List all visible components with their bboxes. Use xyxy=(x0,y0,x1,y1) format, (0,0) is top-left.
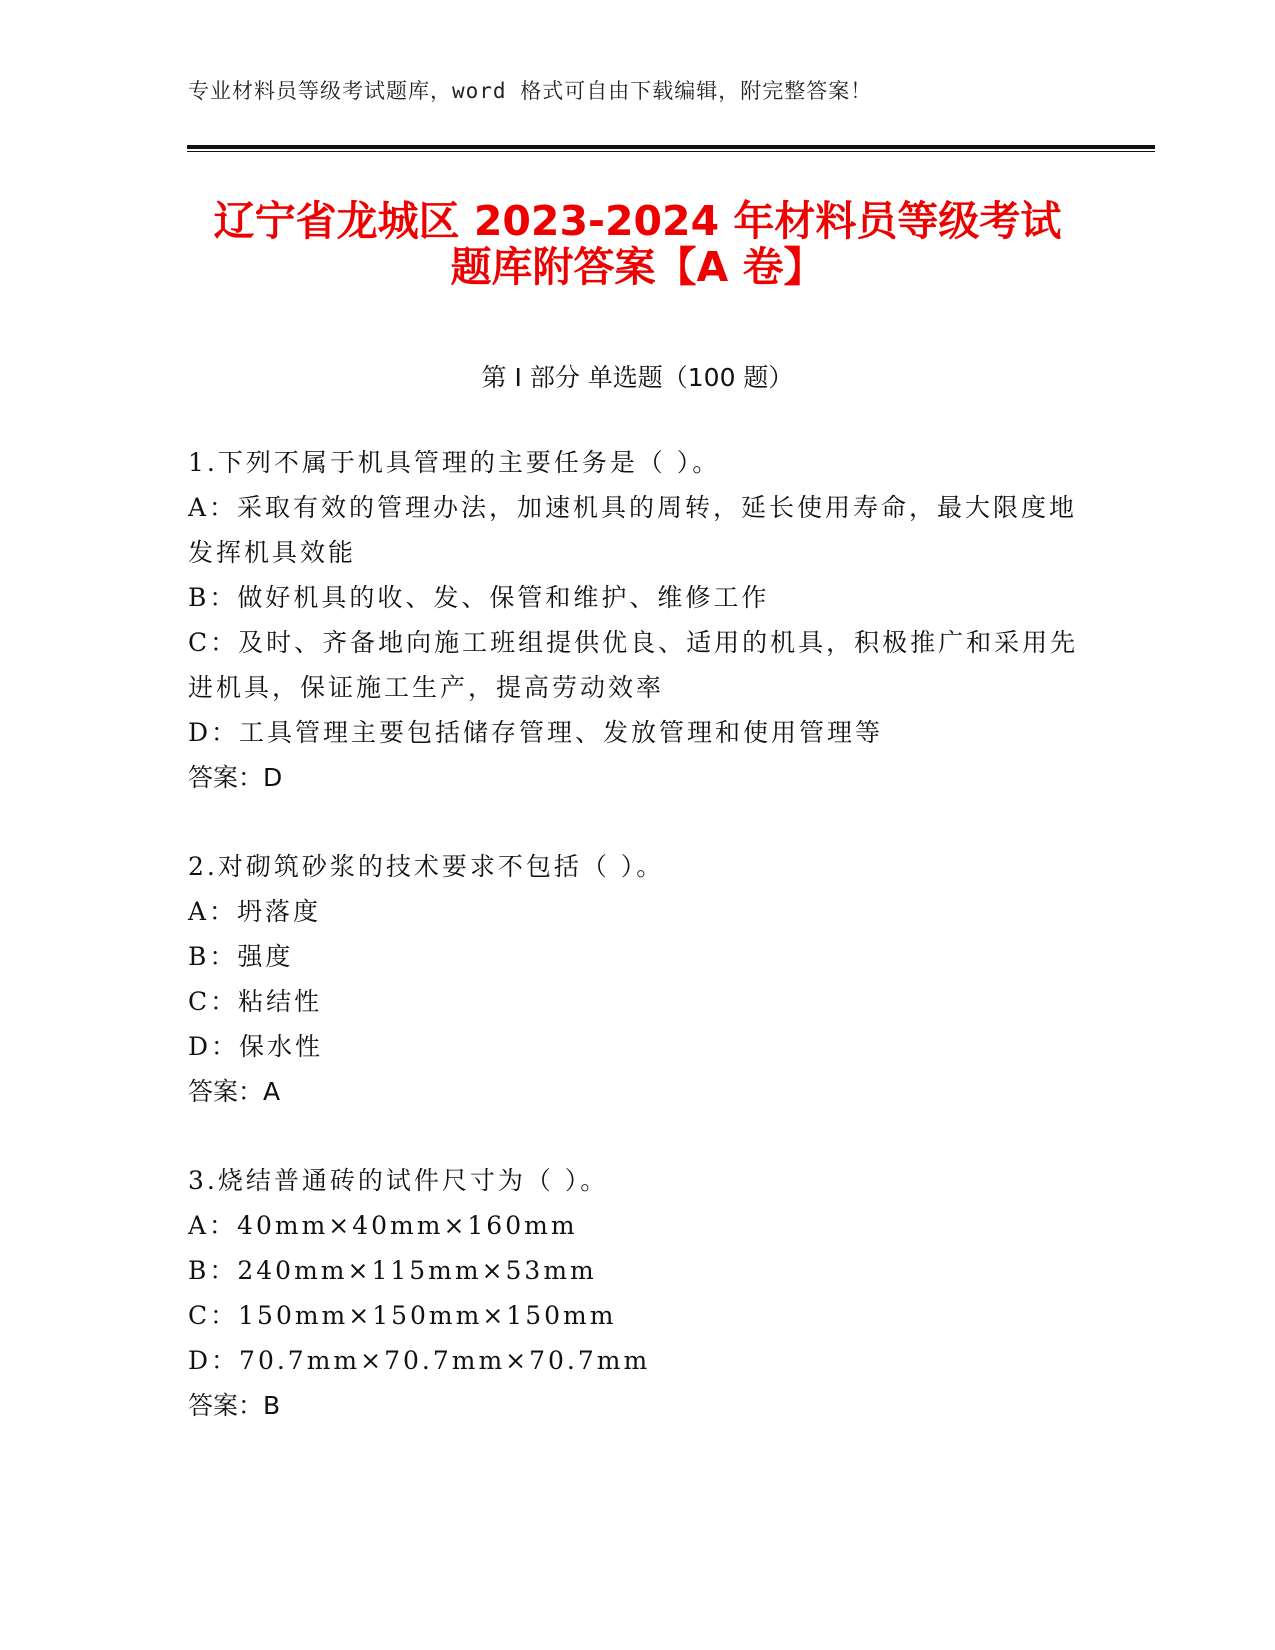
option-d: D：工具管理主要包括储存管理、发放管理和使用管理等 xyxy=(188,718,884,747)
option-b: B：做好机具的收、发、保管和维护、维修工作 xyxy=(188,583,770,612)
header-note: 专业材料员等级考试题库，word 格式可自由下载编辑，附完整答案！ xyxy=(188,79,873,103)
question-stem: 1.下列不属于机具管理的主要任务是（ ）。 xyxy=(188,448,721,477)
answer-line: 答案：A xyxy=(188,1077,281,1106)
option-a: A：坍落度 xyxy=(188,897,322,926)
header-rule-thick xyxy=(187,145,1155,149)
option-c: C：150mm×150mm×150mm xyxy=(188,1301,617,1330)
option-b: B：强度 xyxy=(188,942,294,971)
question-1 xyxy=(188,440,1088,800)
option-a: A：采取有效的管理办法，加速机具的周转，延长使用寿命，最大限度地发挥机具效能 xyxy=(188,493,1078,567)
question-3 xyxy=(188,1158,1088,1428)
section-heading: 第 I 部分 单选题（100 题） xyxy=(481,363,794,392)
option-d: D：保水性 xyxy=(188,1032,324,1061)
question-stem: 3.烧结普通砖的试件尺寸为（ ）。 xyxy=(188,1166,609,1195)
option-a: A：40mm×40mm×160mm xyxy=(188,1211,578,1240)
option-c: C：及时、齐备地向施工班组提供优良、适用的机具，积极推广和采用先进机具，保证施工生产，提高劳动效率 xyxy=(188,628,1079,702)
header-rule-thin xyxy=(187,151,1155,152)
document-title-line-2: 题库附答案【A 卷】 xyxy=(450,243,825,291)
option-b: B：240mm×115mm×53mm xyxy=(188,1256,597,1285)
option-d: D：70.7mm×70.7mm×70.7mm xyxy=(188,1346,651,1375)
question-list xyxy=(188,440,1088,1472)
question-2 xyxy=(188,844,1088,1114)
document-title-line-1: 辽宁省龙城区 2023-2024 年材料员等级考试 xyxy=(213,197,1062,245)
document-title xyxy=(140,198,1135,290)
answer-line: 答案：D xyxy=(188,763,283,792)
answer-line: 答案：B xyxy=(188,1391,281,1420)
option-c: C：粘结性 xyxy=(188,987,323,1016)
question-stem: 2.对砌筑砂浆的技术要求不包括（ ）。 xyxy=(188,852,665,881)
